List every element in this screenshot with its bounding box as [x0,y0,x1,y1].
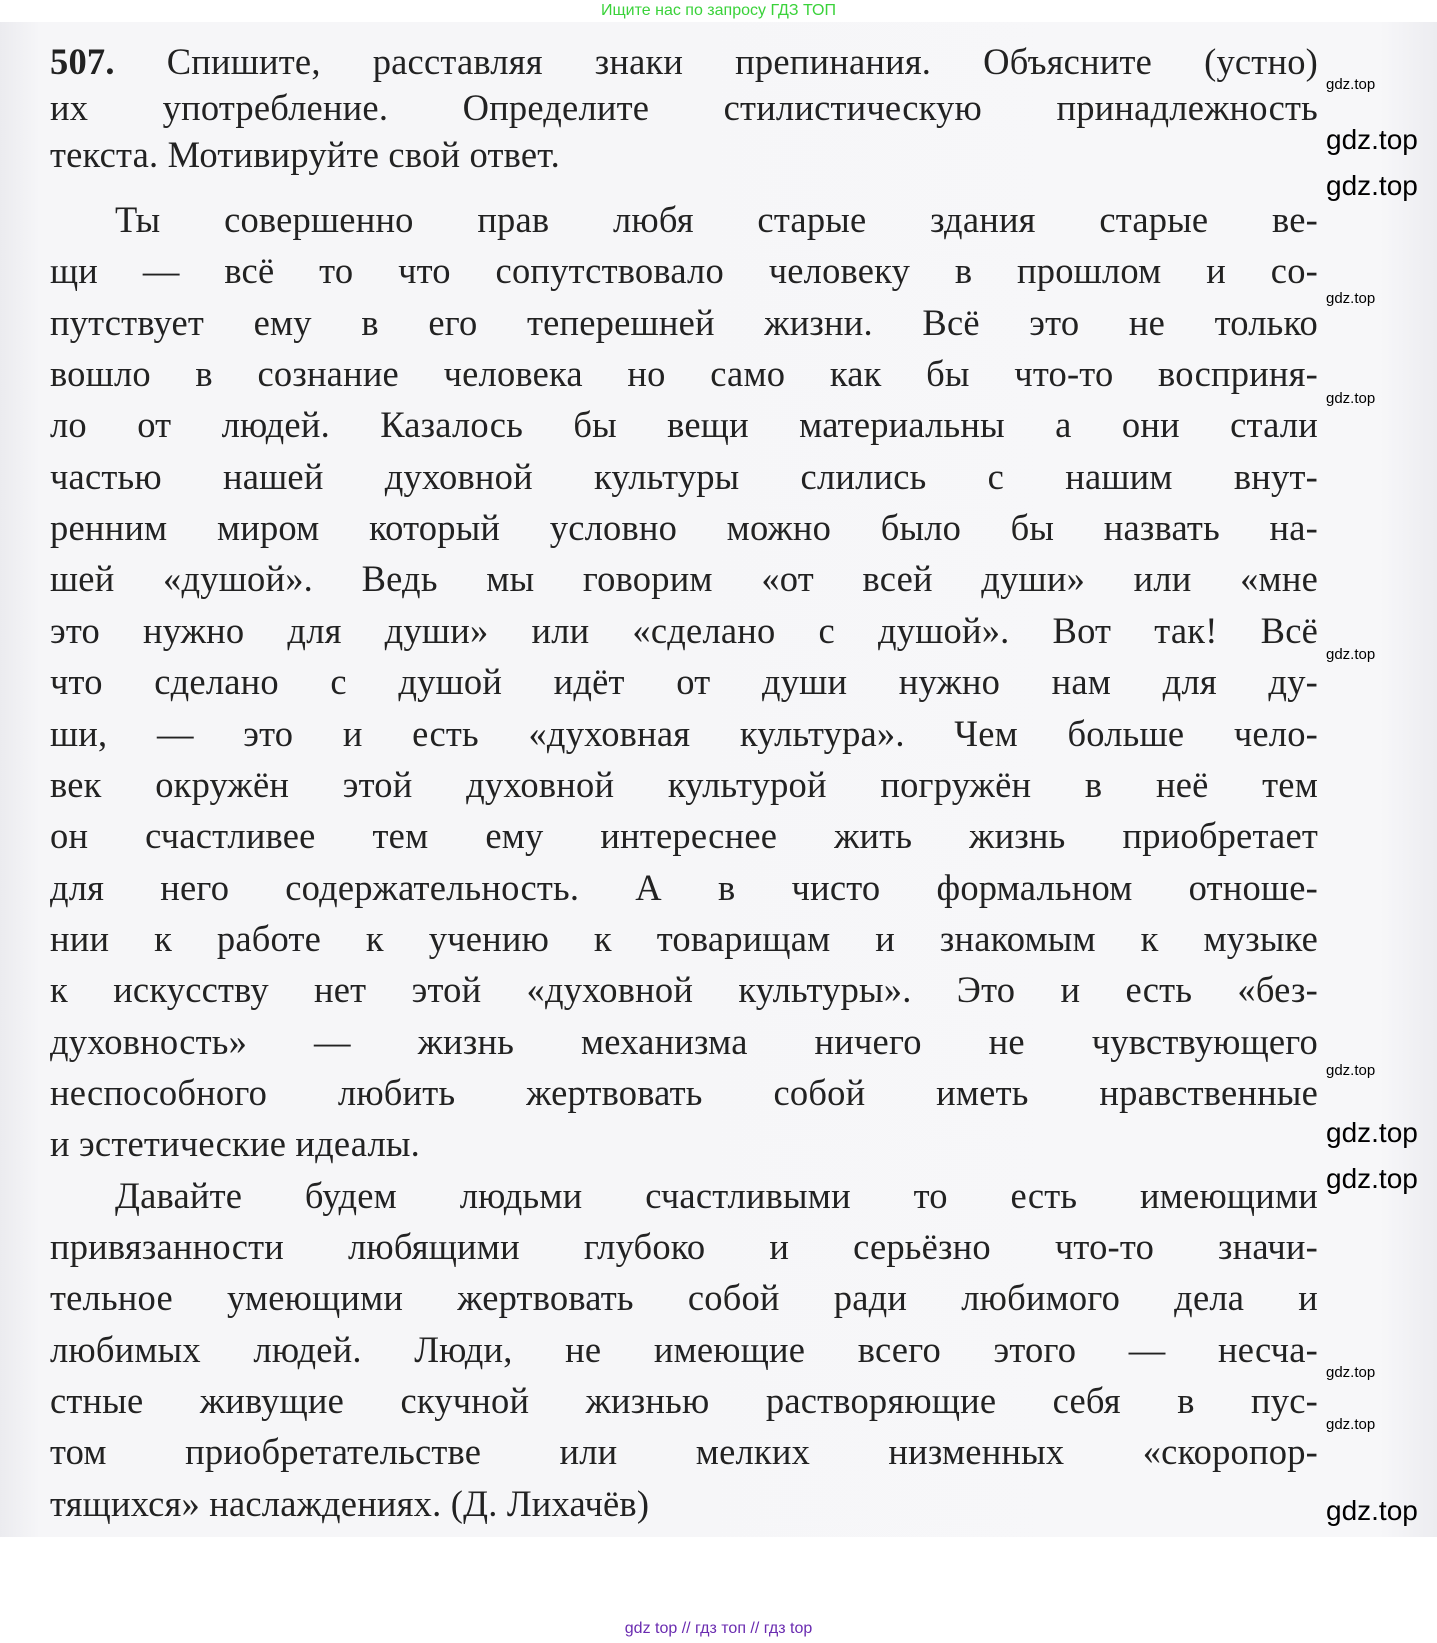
watermark-text: gdz.top [1326,124,1418,155]
body-line: ренним миром который условно можно было бы назвать на- [50,507,1318,549]
body-line: стные живущие скучной жизнью растворяющие себя в пус- [50,1380,1318,1422]
task-line: текста. Мотивируйте свой ответ. [50,134,560,175]
task-line: их употребление. Определите стилистическую принадлежность [50,87,1318,128]
bottom-banner[interactable]: gdz top // гдз топ // гдз top [624,1620,813,1637]
task-text: Спишите, расставляя знаки препинания. Объясните (устно) [166,41,1318,82]
watermark-text: gdz.top [1326,1163,1418,1194]
body-line: любимых людей. Люди, не имеющие всего этого — несча- [50,1328,1318,1370]
body-line: частью нашей духовной культуры слились с нашим внут- [50,455,1318,497]
body-line: привязанности любящими глубоко и серьёзно что-то значи- [50,1226,1318,1267]
watermark-text: gdz.top [1326,1416,1376,1433]
body-line: ши, — это и есть «духовная культура». Чем больше чело- [50,712,1318,754]
body-line: вошло в сознание человека но само как бы что-то восприня- [50,353,1318,395]
watermark-text: gdz.top [1326,1495,1418,1526]
body-line: щи — всё то что сопутствовало человеку в прошлом и со- [50,250,1318,292]
body-line: том приобретательстве или мелких низменных «скоропор- [50,1431,1318,1473]
task-line [50,40,1318,84]
body-line: это нужно для души» или «сделано с душой». Вот так! Всё [50,609,1318,651]
watermark-text: gdz.top [1326,390,1376,407]
body-line: ло от людей. Казалось бы вещи материальны а они стали [50,404,1318,446]
body-line: Ты совершенно прав любя старые здания старые ве- [115,199,1318,240]
body-line: Давайте будем людьми счастливыми то есть имеющими [115,1174,1318,1216]
watermark-text: gdz.top [1326,170,1418,201]
watermark-text: gdz.top [1326,1062,1376,1079]
exercise-number: 507. [50,41,115,82]
body-line: неспособного любить жертвовать собой иметь нравственные [50,1071,1318,1113]
body-line: что сделано с душой идёт от души нужно нам для ду- [50,661,1318,703]
watermark-text: gdz.top [1326,1364,1376,1381]
top-banner[interactable]: Ищите нас по запросу ГДЗ ТОП [601,2,836,19]
watermark-text: gdz.top [1326,1117,1418,1148]
watermark-text: gdz.top [1326,76,1376,93]
body-line: и эстетические идеалы. [50,1123,420,1165]
body-line: нии к работе к учению к товарищам и знакомым к музыке [50,917,1318,959]
body-line: к искусству нет этой «духовной культуры». Это и есть «без- [50,969,1318,1011]
body-line: для него содержательность. А в чисто формальном отноше- [50,866,1318,908]
body-line: тельное умеющими жертвовать собой ради любимого дела и [50,1277,1318,1319]
body-line: духовность» — жизнь механизма ничего не чувствующего [50,1020,1318,1062]
watermark-text: gdz.top [1326,646,1376,663]
body-line: век окружён этой духовной культурой погружён в неё тем [50,763,1318,805]
body-line: он счастливее тем ему интереснее жить жизнь приобретает [50,815,1318,857]
body-line: шей «душой». Ведь мы говорим «от всей души» или «мне [50,558,1318,600]
watermark-text: gdz.top [1326,290,1376,307]
body-line: путствует ему в его теперешней жизни. Всё это не только [50,301,1318,343]
body-line: тящихся» наслаждениях. (Д. Лихачёв) [50,1482,650,1524]
